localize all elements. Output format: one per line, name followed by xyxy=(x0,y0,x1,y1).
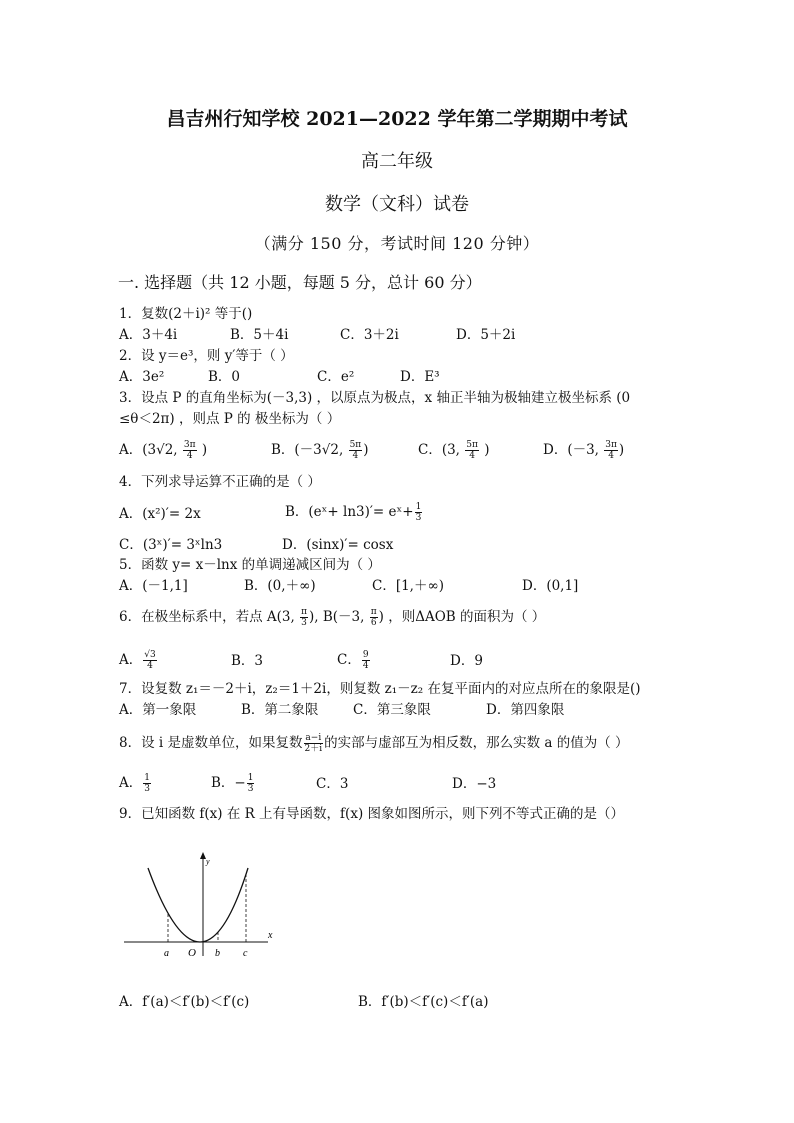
question-1-option-a: A．3＋4i xyxy=(119,327,178,343)
question-2-stem: 2．设 y＝e³，则 y′等于（ ） xyxy=(119,348,294,364)
section-heading: 一. 选择题（共 12 小题，每题 5 分，总计 60 分） xyxy=(118,273,482,292)
fraction: $\frac{5\pi}{4}$ xyxy=(466,440,478,461)
question-2-option-a: A．3e² xyxy=(119,369,165,385)
exam-title: 昌吉州行知学校 2021—2022 学年第二学期期中考试 xyxy=(166,108,628,130)
question-7-stem: 7．设复数 z₁＝－2＋i，z₂＝1＋2i，则复数 z₁－z₂ 在复平面内的对应点所在的象限是() xyxy=(119,681,641,697)
grade-label: 高二年级 xyxy=(361,151,433,172)
question-4-option-a: A．(x²)′= 2x xyxy=(119,506,201,522)
question-5-option-a: A．(－1,1] xyxy=(119,578,188,594)
question-6-option-b: B．3 xyxy=(231,653,264,669)
function-graph xyxy=(118,844,288,962)
question-8-option-a: A． $\frac{1}{3}$ xyxy=(119,773,150,794)
question-3-option-a: A．(3√2, $\frac{3\pi}{4}$ ) xyxy=(119,440,208,461)
label-c: c xyxy=(243,948,248,959)
question-3-option-b: B．(－3√2, $\frac{5\pi}{4}$ ) xyxy=(271,440,369,461)
question-1-option-d: D．5＋2i xyxy=(456,327,516,343)
fraction: $\frac{\pi}{3}$ xyxy=(301,607,307,628)
fraction: $\frac{a-i}{2+i}$ xyxy=(304,733,323,754)
question-1-stem: 1．复数(2＋i)² 等于() xyxy=(119,306,253,322)
question-3-stem-line2: ≤θ＜2π) ，则点 P 的 极坐标为（ ） xyxy=(119,411,341,427)
question-4-option-b: B．(eˣ+ ln3)′= eˣ+ $\frac{1}{3}$ xyxy=(285,502,422,523)
fraction: $\frac{5\pi}{4}$ xyxy=(349,440,362,461)
question-8-option-b: B．− $\frac{1}{3}$ xyxy=(211,773,254,794)
question-9-stem: 9．已知函数 f(x) 在 R 上有导函数，f(x) 图象如图所示，则下列不等式正确的是（） xyxy=(119,806,624,822)
fraction: $\frac{3\pi}{4}$ xyxy=(605,440,617,461)
question-6-option-a: A． $\frac{√3}{4}$ xyxy=(119,650,156,671)
question-1-option-b: B．5＋4i xyxy=(230,327,289,343)
question-8-stem: 8．设 i 是虚数单位，如果复数 $\frac{a-i}{2+i}$ 的实部与虚部互为相反数，那么实数 a 的值为（ ） xyxy=(119,733,629,754)
question-4-stem: 4．下列求导运算不正确的是（ ） xyxy=(119,474,321,490)
question-8-option-c: C．3 xyxy=(316,776,349,792)
question-3-option-d: D．(－3, $\frac{3\pi}{4}$ ) xyxy=(543,440,625,461)
question-6-option-c: C． $\frac{9}{4}$ xyxy=(337,650,369,671)
fraction: $\frac{1}{3}$ xyxy=(247,773,254,794)
question-4-option-c: C．(3ˣ)′= 3ˣln3 xyxy=(119,537,223,553)
question-3-option-c: C．(3, $\frac{5\pi}{4}$ ) xyxy=(418,440,490,461)
fraction: $\frac{√3}{4}$ xyxy=(144,650,156,671)
label-y: y xyxy=(206,857,210,866)
exam-info: （满分 150 分，考试时间 120 分钟） xyxy=(254,234,540,253)
question-2-option-c: C．e² xyxy=(317,369,355,385)
question-8-option-d: D．−3 xyxy=(452,776,497,792)
question-2-option-d: D．E³ xyxy=(400,369,440,385)
question-7-option-b: B．第二象限 xyxy=(241,702,319,718)
label-a: a xyxy=(164,948,169,959)
question-3-stem-line1: 3．设点 P 的直角坐标为(－3,3) ，以原点为极点，x 轴正半轴为极轴建立极坐标系 (0 xyxy=(119,390,631,406)
fraction: $\frac{3\pi}{4}$ xyxy=(183,440,196,461)
label-b: b xyxy=(215,948,220,959)
question-6-stem: 6．在极坐标系中，若点 A(3, $\frac{\pi}{3}$ ), B(－3, $\frac{\pi}{6}$ ) ，则ΔAOB 的面积为（ ） xyxy=(119,607,546,628)
question-9-option-a: A．f′(a)＜f′(b)＜f′(c) xyxy=(119,994,250,1010)
fraction: $\frac{\pi}{6}$ xyxy=(370,607,377,628)
question-5-stem: 5．函数 y= x－lnx 的单调递减区间为（ ） xyxy=(119,557,381,573)
question-9-option-b: B．f′(b)＜f′(c)＜f′(a) xyxy=(358,994,489,1010)
question-7-option-d: D．第四象限 xyxy=(486,702,565,718)
label-x: x xyxy=(268,930,273,941)
question-2-option-b: B．0 xyxy=(208,369,241,385)
fraction: $\frac{1}{3}$ xyxy=(144,773,150,794)
question-5-option-b: B．(0,＋∞) xyxy=(244,578,316,594)
label-origin: O xyxy=(188,947,196,959)
question-4-option-d: D．(sinx)′= cosx xyxy=(282,537,394,553)
subject-title: 数学（文科）试卷 xyxy=(325,194,469,215)
question-5-option-d: D．(0,1] xyxy=(522,578,579,594)
question-6-option-d: D．9 xyxy=(450,653,483,669)
fraction: $\frac{9}{4}$ xyxy=(362,650,369,671)
question-7-option-a: A．第一象限 xyxy=(119,702,197,718)
question-7-option-c: C．第三象限 xyxy=(353,702,431,718)
function-curve xyxy=(148,868,248,942)
question-1-option-c: C．3＋2i xyxy=(340,327,399,343)
question-5-option-c: C．[1,＋∞) xyxy=(372,578,444,594)
fraction: $\frac{1}{3}$ xyxy=(415,502,422,523)
